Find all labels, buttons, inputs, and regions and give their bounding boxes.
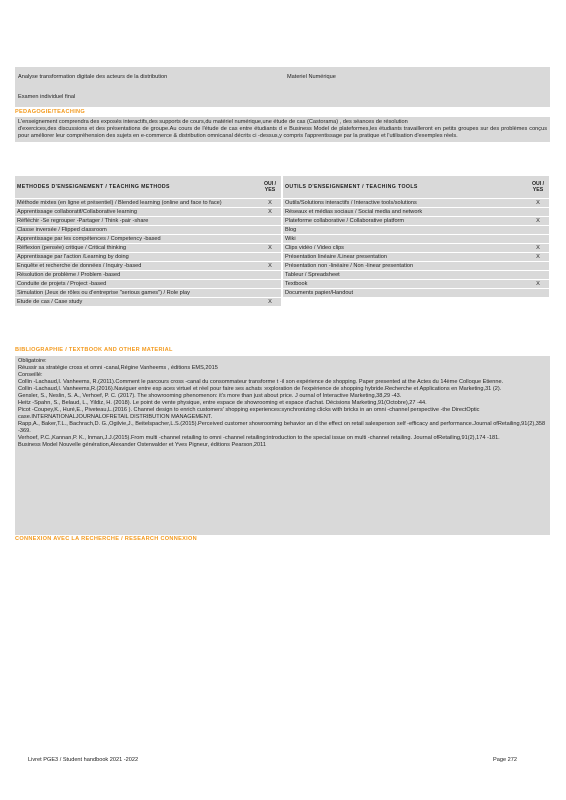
bibliography-entry: Gensler, S., Neslin, S. A., Verhoef, P. C. (2017). The showrooming phenomenon: it's more than just about price. J ournal of Interactive Marketing,38,29 -43. — [18, 392, 402, 399]
methods-tools-tables — [15, 176, 550, 346]
page-number: Page 272 — [493, 757, 517, 763]
tools-label: Outils/Solutions interactifs / Interactive tools/solutions — [285, 199, 417, 206]
methods-label: Enquête et recherche de données / Inquiry -based — [17, 262, 142, 269]
bibliography-entry: Collin -Lachaud,I. Vanheems, R.(2011).Comment le parcours cross -canal du consommateur transforme t -il son expérience de shopping. Paper presented at the Actes du 14ème Colloque Etienne. — [18, 378, 504, 385]
methods-row — [15, 253, 281, 262]
methods-row — [15, 280, 281, 289]
methods-row — [15, 262, 281, 271]
bibliography-entry: Obligatoire: — [18, 358, 47, 364]
methods-label: Etude de cas / Case study — [17, 298, 83, 305]
tools-table-header — [283, 176, 549, 199]
methods-yes-header: OUI / YES — [263, 180, 277, 193]
methods-yes-mark: X — [268, 298, 272, 305]
methods-label: Réfléchir -Se regrouper -Partager / Think -pair -share — [17, 217, 149, 224]
course-title: Analyse transformation digitale des acteurs de la distribution — [18, 74, 168, 80]
tools-label: Documents papier/Handout — [285, 289, 354, 296]
tools-yes-mark: X — [536, 244, 540, 251]
tools-label: Wiki — [285, 235, 296, 242]
methods-row — [15, 199, 281, 208]
methods-table — [15, 176, 281, 346]
tools-label: Clips vidéo / Video clips — [285, 244, 344, 251]
tools-label: Blog — [285, 226, 297, 233]
pedagogie-title: PEDAGOGIE/TEACHING — [15, 109, 86, 115]
methods-label: Apprentissage par les compétences / Competency -based — [17, 235, 161, 242]
course-header — [15, 67, 550, 107]
pedagogie-paragraph: L'enseignement comprendra des exposés interactifs,des supports de cours,du matériel numérique,une étude de cas (Castorama) , des séances de résolution — [18, 119, 408, 125]
methods-row — [15, 271, 281, 280]
bibliography-title: BIBLIOGRAPHIE / TEXTBOOK AND OTHER MATERIAL — [15, 347, 173, 353]
course-code: Materiel Numérique — [287, 74, 336, 80]
footer-handbook: Livret PGE3 / Student handbook 2021 -2022 — [28, 757, 139, 763]
bibliography-body — [15, 356, 550, 535]
methods-yes-mark: X — [268, 244, 272, 251]
pedagogie-text — [15, 117, 550, 142]
tools-row — [283, 253, 549, 262]
tools-label: Tableur / Spreadsheet — [285, 271, 340, 278]
tools-yes-header: OUI / YES — [531, 180, 545, 193]
methods-row — [15, 208, 281, 217]
methods-row — [15, 226, 281, 235]
bibliography-entry: Picot -Coupey,K., Huré,E., Piveteau,L.(2016 ). Channel design to enrich customers' shopping experiences:synchronizing clicks with bricks in an omni -channel perspective -the DirectOptic case.INTERNATIONALJOURNALOFRETAIL DISTRIBUTION MANAGEMENT. — [18, 406, 480, 420]
tools-row — [283, 244, 549, 253]
methods-row — [15, 289, 281, 298]
methods-label: Méthode mixtes (en ligne et présentiel) / Blended learning (online and face to face) — [17, 199, 222, 206]
bibliography-entry: Conseillé: — [18, 371, 43, 378]
tools-header-label: OUTILS D'ENSEIGNEMENT / TEACHING TOOLS — [285, 183, 418, 190]
methods-label: Conduite de projets / Project -based — [17, 280, 107, 287]
methods-header-label: METHODES D'ENSEIGNEMENT / TEACHING METHODS — [17, 183, 170, 190]
methods-table-header — [15, 176, 281, 199]
exam-type: Examen individuel final — [18, 94, 76, 100]
bibliography-entry: Collin -Lachaud,I. Vanheems,R.(2016).Naviguer entre esp aces virtuel et réel pour faire ses achats :exploration de l'expérience de shopping hybride.Recherche et Applications en Marketing,31 (2). — [18, 385, 502, 392]
tools-row — [283, 289, 549, 298]
bibliography-entry: Réussir sa stratégie cross et omni -canal,Régine Vanheems , éditions EMS,2015 — [18, 364, 218, 371]
bibliography-entry: Business Model Nouvelle génération,Alexander Osterwalder et Yves Pigneur, éditions Pearson,2011 — [18, 441, 266, 448]
methods-label: Simulation (Jeux de rôles ou d'entreprise "serious games") / Role play — [17, 289, 190, 296]
tools-label: Présentation non -linéaire / Non -linear presentation — [285, 262, 414, 269]
methods-row — [15, 217, 281, 226]
bibliography-entry: Rapp,A., Baker,T.L., Bachrach,D. G.,Ogilvie,J., Beitelspacher,L.S.(2015).Perceived customer showrooming behavior an d the effect on retail salesperson self -efficacy and performance.Journal ofRetailing,91(2),358 -369. — [18, 420, 546, 434]
methods-label: Apprentissage par l'action /Learning by doing — [17, 253, 129, 260]
tools-label: Présentation linéaire /Linear presentation — [285, 253, 387, 260]
tools-table — [283, 176, 549, 346]
methods-yes-mark: X — [268, 208, 272, 215]
methods-label: Apprentissage collaboratif/Collaborative learning — [17, 208, 138, 215]
research-connexion-title: CONNEXION AVEC LA RECHERCHE / RESEARCH CONNEXION — [15, 536, 198, 542]
tools-row — [283, 235, 549, 244]
methods-row — [15, 244, 281, 253]
tools-label: Réseaux et médias sociaux / Social media and network — [285, 208, 423, 215]
tools-yes-mark: X — [536, 217, 540, 224]
tools-row — [283, 262, 549, 271]
methods-yes-mark: X — [268, 262, 272, 269]
tools-yes-mark: X — [536, 253, 540, 260]
tools-yes-mark: X — [536, 280, 540, 287]
tools-row — [283, 280, 549, 289]
methods-label: Classe inversée / Flipped classroom — [17, 226, 107, 233]
methods-label: Réflexion (pensée) critique / Critical thinking — [17, 244, 127, 251]
bibliography-entry: Heitz -Spahn, S., Belaud, L., Yildiz, H. (2018). Le point de vente physique, entre espace de showrooming et espace d'achat. Décisions Marketing,91(Octobre),27 -44. — [18, 399, 427, 406]
tools-row — [283, 271, 549, 280]
tools-label: Plateforme collaborative / Collaborative platform — [285, 217, 405, 224]
tools-label: Textbook — [285, 280, 308, 287]
tools-row — [283, 217, 549, 226]
bibliography-entry: Verhoef, P.C.,Kannan,P. K., Inman,J.J.(2015).From multi -channel retailing to omni -channel retailing:introduction to the special issue on multi -channel retailing. Journal ofRetailing,91(2),174 -181. — [18, 434, 500, 441]
tools-yes-mark: X — [536, 199, 540, 206]
methods-label: Résolution de problème / Problem -based — [17, 271, 121, 278]
methods-row — [15, 298, 281, 307]
tools-row — [283, 199, 549, 208]
pedagogie-paragraph: d'exercices,des discussions et des présentations de groupe.Au cours de l'étude de cas entre étudiants d e Business Model de plateformes,les étudiants travailleront en petits groupes sur des problèmes conçus pour améliorer leur compréhension des sujets en e-commerce & distribution omnicanal décrits ci -dessus,y compris l'apprentissage par la pratique et l'utilisation d'exemples réels. — [18, 125, 547, 139]
methods-yes-mark: X — [268, 199, 272, 206]
page-footer — [28, 757, 528, 764]
tools-row — [283, 208, 549, 217]
tools-row — [283, 226, 549, 235]
methods-row — [15, 235, 281, 244]
